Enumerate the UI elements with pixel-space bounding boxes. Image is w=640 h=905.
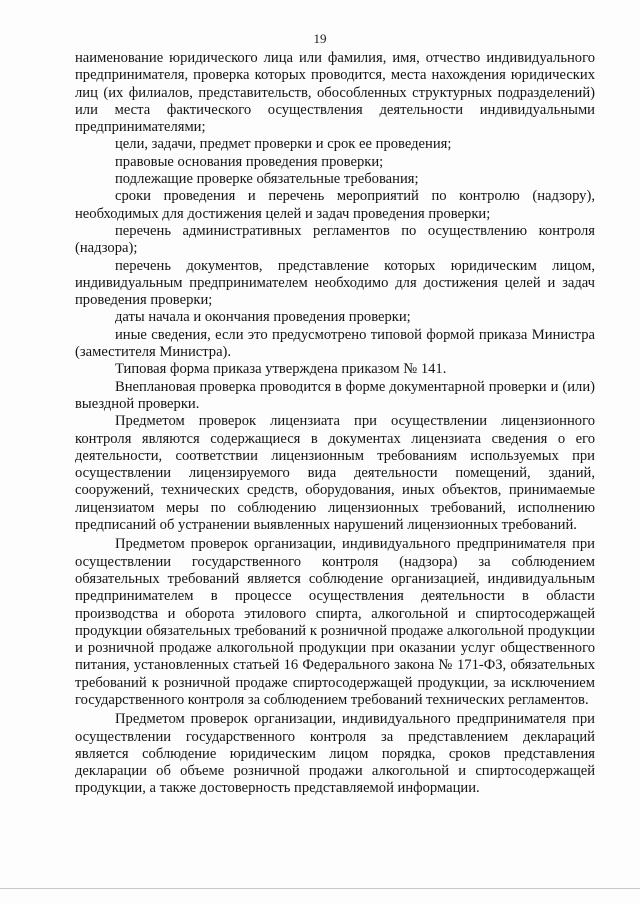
paragraph-dates: даты начала и окончания проведения проверки; [115,309,411,326]
paragraph-licensee-inspection: Предметом проверок лицензиата при осуществлении лицензионного контроля являются содержащиеся в документах лицензиата сведения о его деятельности, соответствии лицензионным требованиям используемых при осуществлении лицензируемого вида деятельности помещений, зданий, сооружений, технических средств, оборудования, иных объектов, принимаемые лицензиатом меры по соблюдению лицензионных требований, исполнению предписаний об устранении выявленных нарушений лицензионных требований. [75,413,595,534]
page-bottom-edge [0,888,640,889]
paragraph-subject-entity: наименование юридического лица или фамилия, имя, отчество индивидуального предпринимателя, проверка которых проводится, места нахождения юридических лиц (их филиалов, представительств, обособленных структурных подразделений) или места фактического осуществления деятельности индивидуальными предпринимателями; [75,50,595,136]
paragraph-legal-grounds: правовые основания проведения проверки; [115,153,384,170]
paragraph-declarations-control: Предметом проверок организации, индивидуального предпринимателя при осуществлении государственного контроля за представлением деклараций является соблюдение юридическим лицом порядка, сроков представления декларации об объеме розничной продажи алкогольной и спиртосодержащей продукции, а также достоверность представляемой информации. [75,711,595,797]
document-body [75,50,595,798]
paragraph-requirements: подлежащие проверке обязательные требования; [115,171,419,188]
paragraph-other-info: иные сведения, если это предусмотрено типовой формой приказа Министра (заместителя Министра). [75,326,595,361]
paragraph-terms-measures: сроки проведения и перечень мероприятий по контролю (надзору), необходимых для достижения целей и задач проведения проверки; [75,188,595,222]
paragraph-unscheduled-inspection: Внеплановая проверка проводится в форме документарной проверки и (или) выездной проверки. [75,378,595,412]
paragraph-order-form: Типовая форма приказа утверждена приказом № 141. [115,361,447,378]
paragraph-regulations: перечень административных регламентов по осуществлению контроля (надзора); [75,222,595,257]
paragraph-goals: цели, задачи, предмет проверки и срок ее проведения; [115,136,452,153]
paragraph-documents-list: перечень документов, представление которых юридическим лицом, индивидуальным предпринимателем необходимо для достижения целей и задач проведения проверки; [75,257,595,309]
paragraph-state-control: Предметом проверок организации, индивидуального предпринимателя при осуществлении государственного контроля (надзора) за соблюдением обязательных требований является соблюдение организацией, индивидуальным предпринимателем в процессе осуществления деятельности в области производства и оборота этилового спирта, алкогольной и спиртосодержащей продукции обязательных требований к розничной продаже алкогольной продукции и розничной продаже алкогольной продукции при оказании услуг общественного питания, установленных статьей 16 Федерального закона № 171-ФЗ, обязательных требований к розничной продаже спиртосодержащей продукции, за исключением государственного контроля за соблюдением требований технических регламентов. [75,536,595,708]
page-number: 19 [313,31,327,46]
